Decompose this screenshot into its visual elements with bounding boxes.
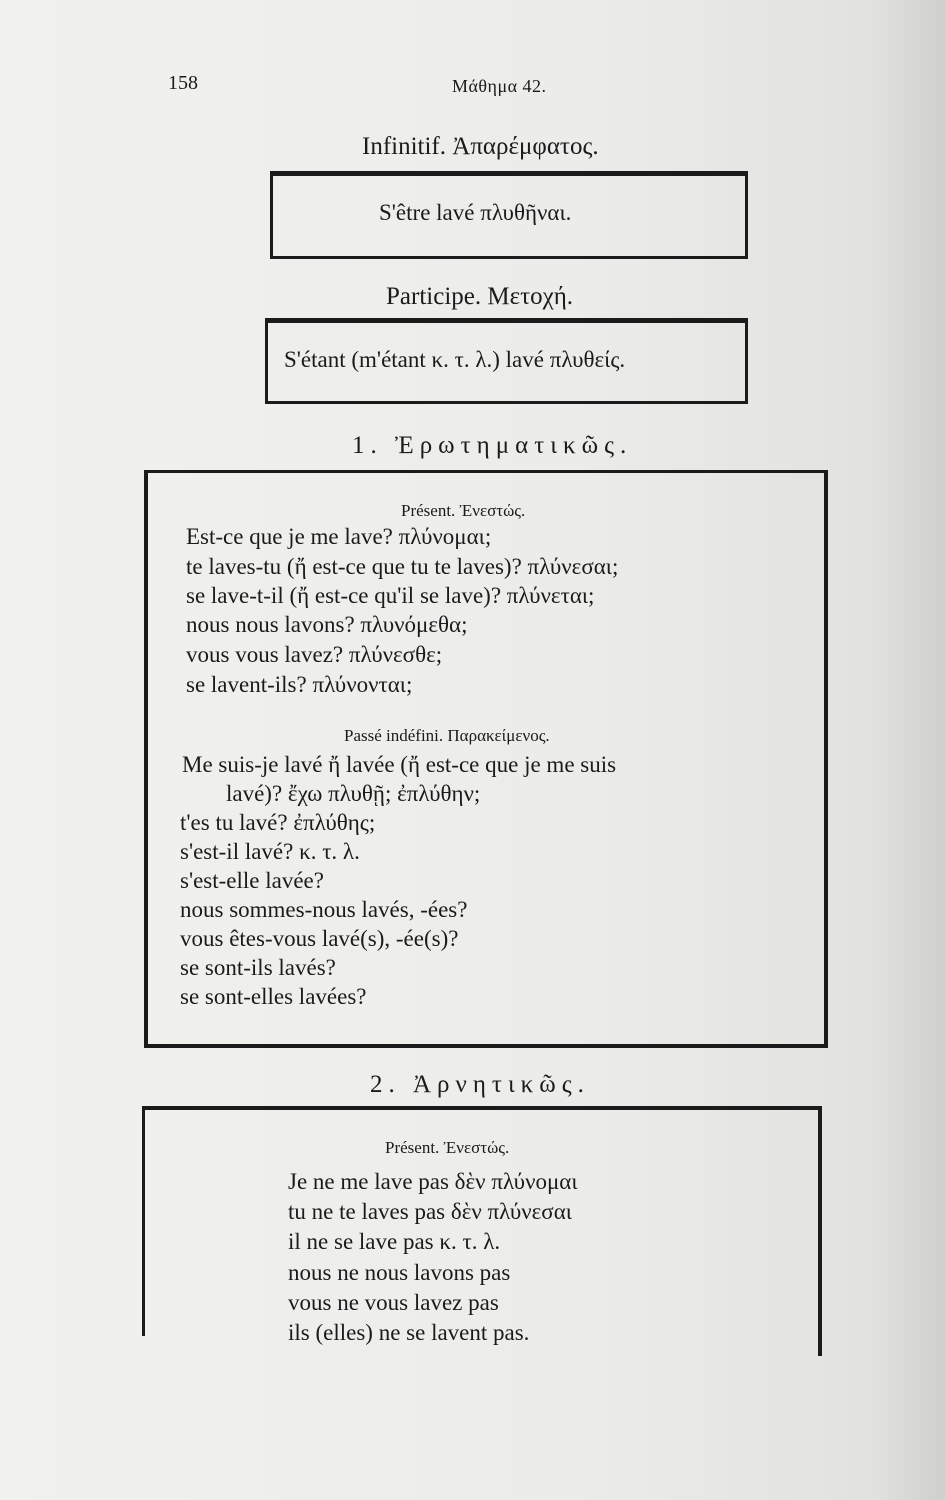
page-number: 158 <box>168 72 198 94</box>
conjugation-line: ils (elles) ne se lavent pas. <box>288 1320 530 1345</box>
infinitive-box <box>270 171 748 259</box>
section2-present-caption: Présent. Ἐνεστώς. <box>385 1138 510 1157</box>
conjugation-line: Me suis-je lavé ἤ lavée (ἤ est-ce que je me suis <box>182 752 617 777</box>
section1-box <box>144 470 828 1048</box>
section2-left-rule <box>142 1106 145 1336</box>
conjugation-line: Est-ce que je me lave? πλύνομαι; <box>186 524 492 549</box>
conjugation-line: vous ne vous lavez pas <box>288 1290 499 1315</box>
section2-title: 2. Ἀρνητικῶς. <box>370 1071 590 1098</box>
conjugation-line: se sont-ils lavés? <box>180 955 336 980</box>
conjugation-line: se lavent-ils? πλύνονται; <box>186 672 413 697</box>
conjugation-line: se sont-elles lavées? <box>180 984 367 1009</box>
infinitive-text: S'être lavé πλυθῆναι. <box>379 200 572 225</box>
conjugation-line: Je ne me lave pas δὲν πλύνομαι <box>288 1169 578 1194</box>
conjugation-line: te laves-tu (ἤ est-ce que tu te laves)? πλύνεσαι; <box>186 554 619 579</box>
conjugation-line: vous êtes-vous lavé(s), -ée(s)? <box>180 926 459 951</box>
participle-text: S'étant (m'étant κ. τ. λ.) lavé πλυθείς. <box>284 347 626 372</box>
participle-heading: Participe. Μετοχή. <box>386 283 574 310</box>
conjugation-line: tu ne te laves pas δὲν πλύνεσαι <box>288 1199 572 1224</box>
section1-perfect-caption: Passé indéfini. Παρακείμενος. <box>344 726 550 745</box>
running-title: Μάθημα 42. <box>452 76 547 96</box>
conjugation-line: lavé)? ἔχω πλυθῇ; ἐπλύθην; <box>226 781 481 806</box>
conjugation-line: s'est-il lavé? κ. τ. λ. <box>180 839 360 864</box>
conjugation-line: nous ne nous lavons pas <box>288 1260 511 1285</box>
conjugation-line: t'es tu lavé? ἐπλύθης; <box>180 810 376 835</box>
conjugation-line: il ne se lave pas κ. τ. λ. <box>288 1229 501 1254</box>
conjugation-line: vous vous lavez? πλύνεσθε; <box>186 642 443 667</box>
conjugation-line: se lave-t-il (ἤ est-ce qu'il se lave)? πλύνεται; <box>186 583 595 608</box>
conjugation-line: nous sommes-nous lavés, -ées? <box>180 897 468 922</box>
section2-right-rule <box>818 1106 822 1356</box>
infinitive-heading: Infinitif. Ἀπαρέμφατος. <box>362 133 599 160</box>
section1-present-caption: Présent. Ἐνεστώς. <box>401 501 526 520</box>
section2-top-rule <box>142 1106 822 1110</box>
section1-title: 1. Ἐρωτηματικῶς. <box>352 432 633 459</box>
participle-box <box>265 318 748 404</box>
conjugation-line: s'est-elle lavée? <box>180 868 324 893</box>
conjugation-line: nous nous lavons? πλυνόμεθα; <box>186 612 468 637</box>
